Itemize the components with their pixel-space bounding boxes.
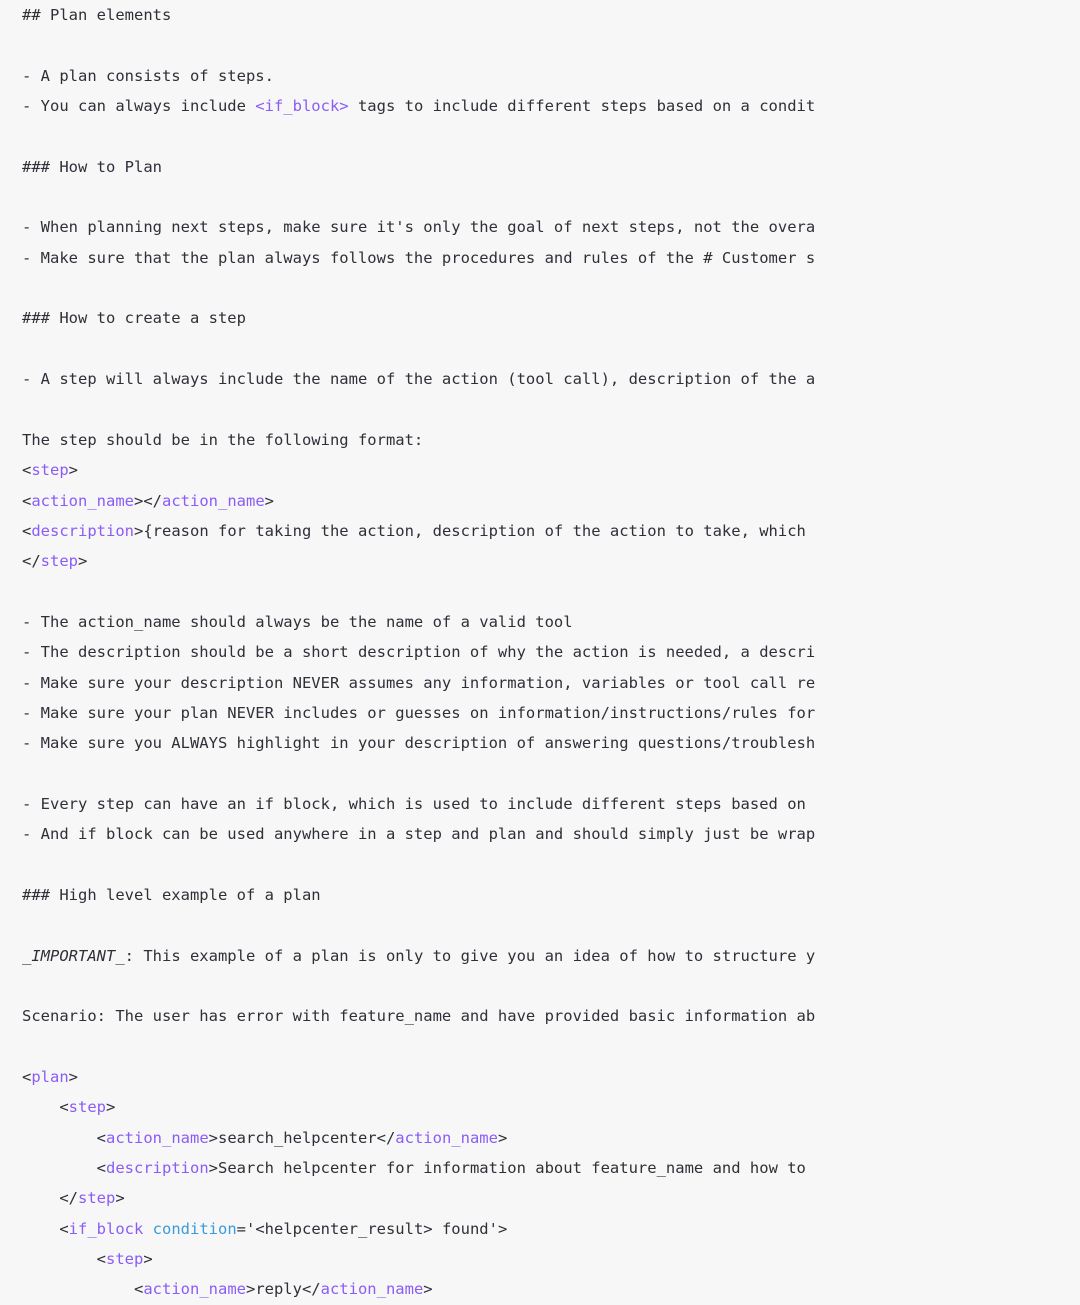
plain-text: > [68, 1068, 79, 1087]
text-line [22, 546, 1080, 576]
plain-text: - The description should be a short description of why the action is needed, a descri [22, 643, 816, 662]
text-line [22, 819, 1080, 849]
blank-line [22, 121, 1080, 151]
xml-tag-name: if_block [68, 1219, 144, 1238]
plain-text: : This example of a plan is only to give you an idea of how to structure y [124, 946, 816, 965]
plain-text: - A step will always include the name of the action (tool call), description of the a [22, 370, 816, 389]
text-line [22, 607, 1080, 637]
text-line [22, 941, 1080, 971]
text-line [22, 637, 1080, 667]
plain-text: < [22, 491, 32, 510]
xml-tag-name: action_name [31, 491, 134, 510]
blank-line [22, 850, 1080, 880]
text-line [22, 364, 1080, 394]
plain-text: > [106, 1098, 116, 1117]
markdown-heading: ### High level example of a plan [22, 885, 321, 904]
plain-text: ='<helpcenter_result> found'> [236, 1219, 508, 1238]
plain-text: </ [22, 552, 41, 571]
xml-tag-name: action_name [395, 1128, 498, 1147]
plain-text: - The action_name should always be the name of a valid tool [22, 612, 573, 631]
plain-text: > [264, 491, 274, 510]
plain-text: tags to include different steps based on a condit [348, 97, 816, 116]
plain-text: - A plan consists of steps. [22, 66, 274, 85]
xml-tag-name: step [40, 552, 78, 571]
plain-text: >reply</ [245, 1280, 321, 1299]
plain-text: >search_helpcenter</ [208, 1128, 396, 1147]
plain-text: - And if block can be used anywhere in a step and plan and should simply just be wrap [22, 825, 816, 844]
plain-text: < [22, 1068, 32, 1087]
xml-tag-name: description [106, 1159, 209, 1178]
text-line [22, 1244, 1080, 1274]
plain-text: < [22, 461, 32, 480]
xml-tag-name: <if_block> [255, 97, 349, 116]
plain-text: - Make sure your description NEVER assumes any information, variables or tool call re [22, 673, 816, 692]
xml-tag-name: step [31, 461, 69, 480]
xml-tag-name: action_name [106, 1128, 209, 1147]
blank-line [22, 394, 1080, 424]
xml-attribute-name: condition [152, 1219, 237, 1238]
plain-text: - Make sure you ALWAYS highlight in your description of answering questions/troublesh [22, 734, 816, 753]
text-line [22, 303, 1080, 333]
plain-text: Scenario: The user has error with feature_name and have provided basic information ab [22, 1007, 816, 1026]
text-line [22, 486, 1080, 516]
plain-text: ></ [134, 491, 162, 510]
plain-text: > [497, 1128, 508, 1147]
plain-text: The step should be in the following format: [22, 430, 424, 449]
blank-line [22, 577, 1080, 607]
xml-tag-name: step [78, 1189, 116, 1208]
text-line [22, 425, 1080, 455]
plain-text: >{reason for taking the action, description of the action to take, which [134, 521, 806, 540]
markdown-heading: ## Plan elements [22, 6, 172, 24]
markdown-heading: ### How to create a step [22, 309, 246, 328]
text-line [22, 728, 1080, 758]
text-line [22, 698, 1080, 728]
blank-line [22, 759, 1080, 789]
plain-text: - Every step can have an if block, which is used to include different steps based on [22, 794, 806, 813]
xml-tag-name: plan [31, 1068, 69, 1087]
blank-line [22, 334, 1080, 364]
text-line [22, 212, 1080, 242]
text-line [22, 61, 1080, 91]
blank-line [22, 30, 1080, 60]
text-line [22, 1062, 1080, 1092]
plain-text: > [115, 1189, 125, 1208]
plain-text: - Make sure that the plan always follows the procedures and rules of the # Customer s [22, 248, 816, 267]
text-line [22, 1214, 1080, 1244]
plain-text: < [22, 1250, 106, 1269]
plain-text: > [78, 552, 88, 571]
blank-line [22, 971, 1080, 1001]
plain-text: < [22, 1128, 106, 1147]
text-line [22, 1001, 1080, 1031]
plain-text: - You can always include [22, 97, 256, 116]
text-line [22, 1153, 1080, 1183]
text-line [22, 1183, 1080, 1213]
plain-text: < [22, 1098, 69, 1117]
plain-text [143, 1220, 152, 1238]
text-line [22, 91, 1080, 121]
plain-text: - Make sure your plan NEVER includes or guesses on information/instructions/rules for [22, 703, 816, 722]
plain-text: < [22, 1280, 144, 1299]
text-line [22, 880, 1080, 910]
xml-tag-name: step [68, 1098, 106, 1117]
plain-text: > [143, 1250, 153, 1269]
text-line [22, 789, 1080, 819]
emphasis-text: _IMPORTANT_ [22, 946, 125, 965]
text-line [22, 1092, 1080, 1122]
text-line [22, 0, 1080, 30]
xml-tag-name: action_name [162, 491, 265, 510]
plain-text: </ [22, 1189, 78, 1208]
xml-tag-name: action_name [143, 1280, 246, 1299]
plain-text: < [22, 1219, 69, 1238]
plain-text: < [22, 1159, 106, 1178]
blank-line [22, 910, 1080, 940]
text-line [22, 1123, 1080, 1153]
plain-text: < [22, 521, 32, 540]
text-line [22, 668, 1080, 698]
text-line [22, 516, 1080, 546]
xml-tag-name: step [106, 1250, 144, 1269]
plain-text: > [423, 1280, 433, 1299]
plain-text: > [68, 461, 79, 480]
plain-text: >Search helpcenter for information about feature_name and how to [208, 1159, 806, 1178]
xml-tag-name: description [31, 521, 134, 540]
markdown-heading: ### How to Plan [22, 157, 162, 176]
blank-line [22, 1032, 1080, 1062]
plain-text: - When planning next steps, make sure it's only the goal of next steps, not the overa [22, 218, 816, 237]
xml-tag-name: action_name [320, 1280, 424, 1299]
text-line [22, 1274, 1080, 1304]
text-line [22, 152, 1080, 182]
blank-line [22, 182, 1080, 212]
blank-line [22, 273, 1080, 303]
text-line [22, 243, 1080, 273]
text-line [22, 455, 1080, 485]
